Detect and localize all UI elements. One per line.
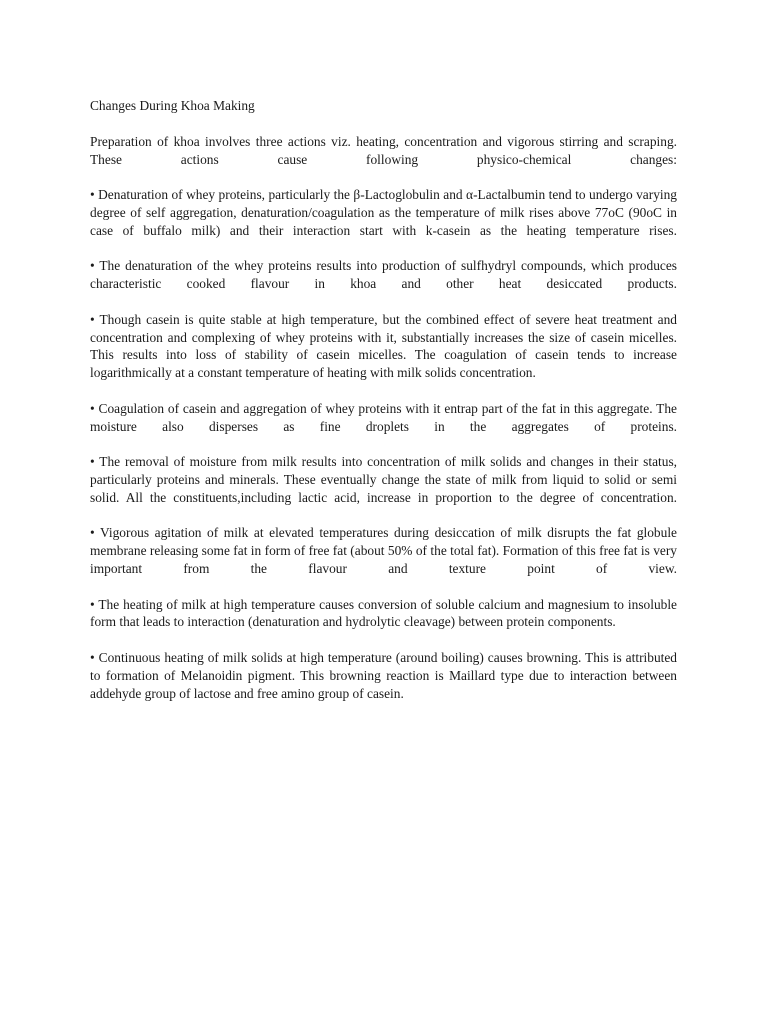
document-title: Changes During Khoa Making xyxy=(90,98,255,113)
document-page xyxy=(90,97,677,720)
intro-paragraph: Preparation of khoa involves three actions viz. heating, concentration and vigorous stirring and scraping. These actions cause following physico-chemical changes: xyxy=(90,133,677,167)
bullet-casein-stability: • Though casein is quite stable at high temperature, but the combined effect of severe heat treatment and concentration and complexing of whey proteins with it, substantially increases the size of casein micelles. This results into loss of stability of casein micelles. The coagulation of casein tends to increase logarithmically at a constant temperature of heating with milk solids concentration. xyxy=(90,311,677,381)
bullet-sulfhydryl: • The denaturation of the whey proteins results into production of sulfhydryl compounds, which produces characteristic cooked flavour in khoa and other heat desiccated products. xyxy=(90,258,677,292)
bullet-moisture-removal: • The removal of moisture from milk results into concentration of milk solids and changes in their status, particularly proteins and minerals. These eventually change the state of milk from liquid to solid or semi solid. All the constituents,including lactic acid, increase in proportion to the degree of concentration. xyxy=(90,454,677,505)
bullet-browning: • Continuous heating of milk solids at high temperature (around boiling) causes browning. This is attributed to formation of Melanoidin pigment. This browning reaction is Maillard type due to interaction between addehyde group of lactose and free amino group of casein. xyxy=(90,649,677,701)
bullet-coagulation: • Coagulation of casein and aggregation of whey proteins with it entrap part of the fat in this aggregate. The moisture also disperses as fine droplets in the aggregates of proteins. xyxy=(90,400,677,434)
bullet-agitation: • Vigorous agitation of milk at elevated temperatures during desiccation of milk disrupts the fat globule membrane releasing some fat in form of free fat (about 50% of the total fat). Formation of this free fat is very important from the flavour and texture point of view. xyxy=(90,525,677,576)
bullet-calcium: • The heating of milk at high temperature causes conversion of soluble calcium and magnesium to insoluble form that leads to interaction (denaturation and hydrolytic cleavage) between protein components. xyxy=(90,596,677,630)
bullet-whey-denaturation: • Denaturation of whey proteins, particularly the β-Lactoglobulin and α-Lactalbumin tend to undergo varying degree of self aggregation, denaturation/coagulation as the temperature of milk rises above 77oC (90oC in case of buffalo milk) and their interaction start with k-casein as the heating temperature rises. xyxy=(90,187,677,238)
